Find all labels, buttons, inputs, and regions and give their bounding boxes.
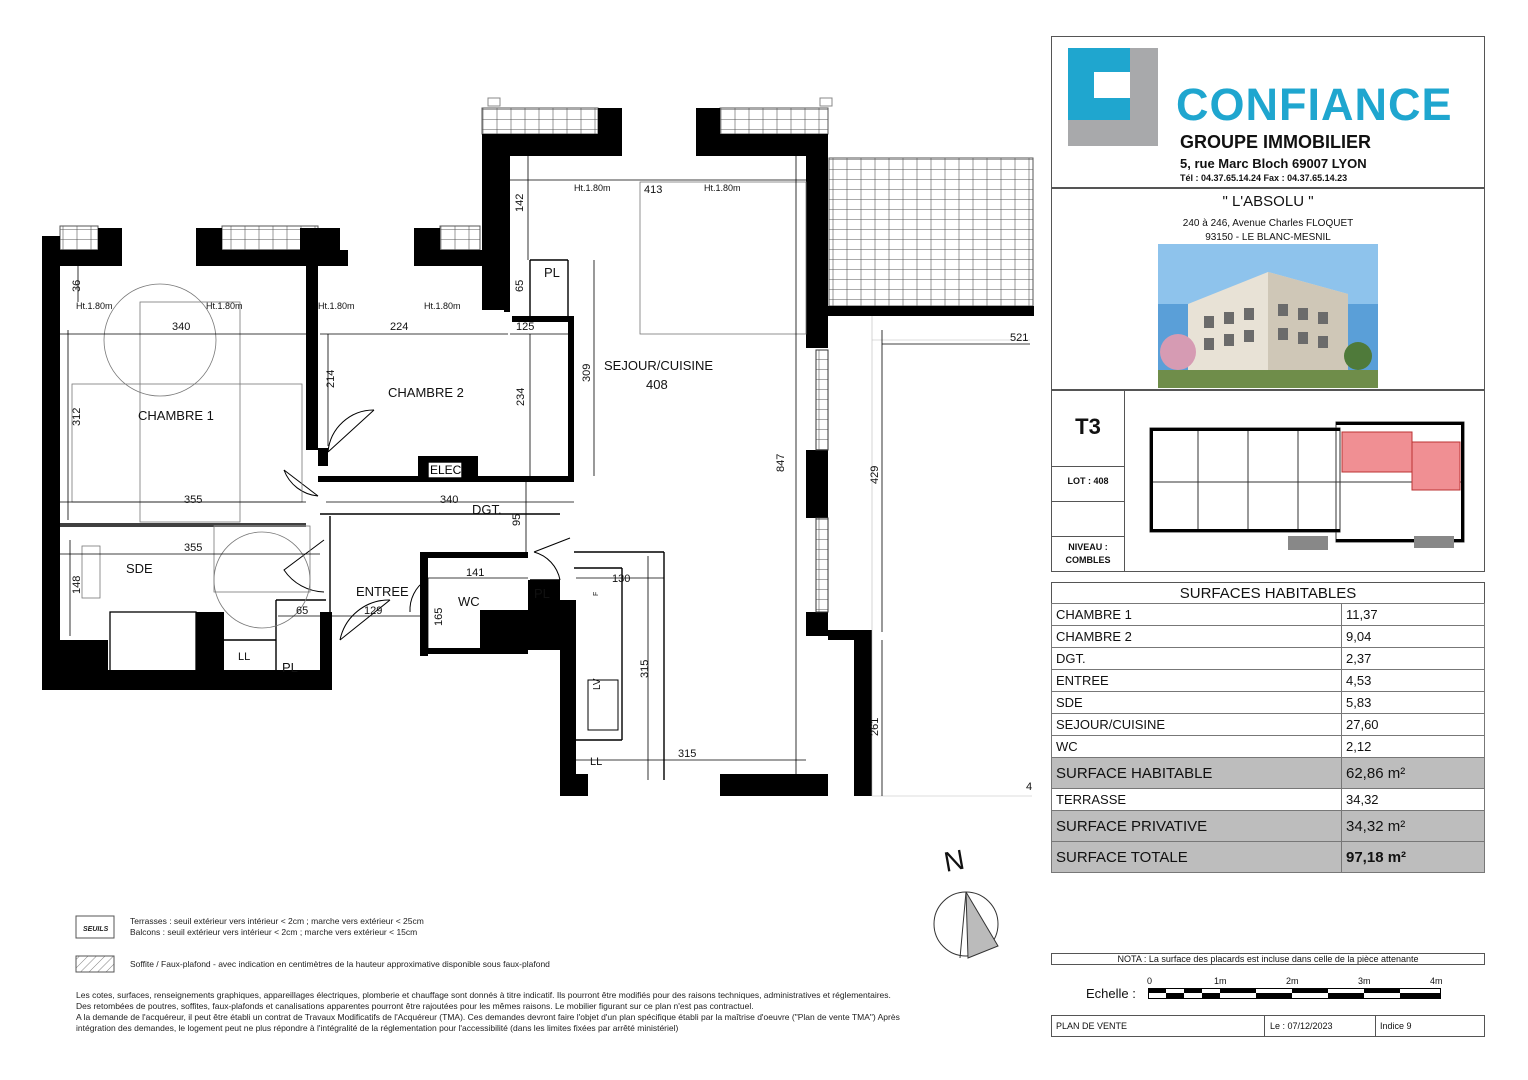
room-label-dgt: DGT.: [472, 502, 502, 517]
dim-142: 142: [514, 193, 526, 212]
project-city: 93150 - LE BLANC-MESNIL: [1205, 232, 1331, 243]
scale-tick: 2m: [1286, 976, 1299, 986]
dim-224: 224: [390, 321, 409, 333]
north-label: N: [941, 843, 967, 878]
niveau-value: COMBLES: [1065, 555, 1111, 565]
height-label: Ht.1.80m: [206, 301, 243, 311]
table-row: SEJOUR/CUISINE 27,60: [1052, 714, 1485, 736]
room-label-ll: LL: [590, 756, 603, 768]
terrace-grid: [872, 316, 1032, 796]
dim-130: 130: [612, 573, 631, 585]
niveau-label: NIVEAU :: [1068, 542, 1108, 552]
room-label-sde: SDE: [126, 561, 153, 576]
table-row: CHAMBRE 1 11,37: [1052, 604, 1485, 626]
dim-65: 65: [296, 605, 309, 617]
scale-bar: [1148, 988, 1442, 1000]
soffite-text: Soffite / Faux-plafond - avec indication en centimètres de la hauteur approximative disponible sous faux-plafond: [130, 959, 550, 969]
height-label: Ht.1.80m: [704, 183, 741, 193]
project-street: 240 à 246, Avenue Charles FLOQUET: [1182, 218, 1354, 229]
window: [816, 518, 828, 612]
seuils-text: Terrasses : seuil extérieur vers intérieur < 2cm ; marche vers extérieur < 25cm Balcons : seuil extérieur vers intérieur < 2cm ; marche vers extérieur < 15cm: [130, 916, 424, 937]
dim-521: 521: [1010, 332, 1029, 344]
room-label-chambre2: CHAMBRE 2: [388, 385, 464, 400]
footer-index: Indice 9: [1380, 1021, 1412, 1031]
scale-tick: 0: [1147, 976, 1153, 986]
dim-355: 355: [184, 494, 203, 506]
footer-date: Le : 07/12/2023: [1270, 1021, 1333, 1031]
dim-315: 315: [678, 748, 697, 760]
table-row: SDE 5,83: [1052, 692, 1485, 714]
brand-address: 5, rue Marc Bloch 69007 LYON: [1180, 156, 1367, 171]
room-label-chambre1: CHAMBRE 1: [138, 408, 214, 423]
dim-4: 4: [1026, 781, 1033, 793]
dim-129: 129: [364, 605, 383, 617]
north-arrow: [934, 844, 998, 958]
room-label-elec: ELEC: [430, 463, 462, 477]
soffite-swatch: [76, 956, 114, 972]
seuils-badge: SEUILS: [83, 926, 109, 933]
surface-privative-row: SURFACE PRIVATIVE 34,32 m²: [1052, 811, 1485, 842]
dim-165: 165: [433, 607, 445, 626]
disclaimer: Les cotes, surfaces, renseignements graphiques, appareillages électriques, plomberie et chauffage sont donnés à titre indicatif. Ils pourront être modifiés pour des raisons techniques, administratives et réglementaires. Des retombées de poutres, soffites, faux-plafonds et canalisations apparentes pourront être rajoutées pour les mêmes raisons. Le mobilier figurant sur ce plan n'est pas contractuel. A la demande de l'acquéreur, il peut être établi un contrat de Travaux Modificatifs de l'Acquéreur (TMA). Ces demandes devront faire l'objet d'un plan spécifique établi par la maîtrise d'oeuvre ("Plan de vente TMA") Après intégration des demandes, le logement peut ne plus répondre à l'intégralité de la réglementation pour l'accessibilité (dans les limites fixées par arrêté ministériel): [76, 990, 900, 1033]
dim-413: 413: [644, 184, 663, 196]
dim-65: 65: [514, 279, 526, 292]
surfaces-table: [1051, 603, 1485, 873]
room-label-ll: LL: [238, 651, 251, 663]
footer-doc: PLAN DE VENTE: [1056, 1021, 1128, 1031]
dim-36: 36: [71, 279, 83, 292]
brand-subtitle: GROUPE IMMOBILIER: [1180, 132, 1372, 152]
dim-95: 95: [511, 513, 523, 526]
table-row: ENTREE 4,53: [1052, 670, 1485, 692]
brand-phone: Tél : 04.37.65.14.24 Fax : 04.37.65.14.23: [1180, 173, 1348, 183]
room-label-pl: PL: [544, 265, 560, 280]
room-label-sejour-number: 408: [646, 377, 668, 392]
height-label: Ht.1.80m: [574, 183, 611, 193]
terrace-roof: [829, 158, 1033, 306]
surfaces-title: SURFACES HABITABLES: [1051, 582, 1485, 604]
room-label-lv: LV: [592, 678, 603, 690]
terrasse-row: TERRASSE 34,32: [1052, 789, 1485, 811]
height-label: Ht.1.80m: [318, 301, 355, 311]
height-label: Ht.1.80m: [424, 301, 461, 311]
dim-234: 234: [515, 387, 527, 406]
scale-label: Echelle :: [1086, 986, 1136, 1001]
table-row: DGT. 2,37: [1052, 648, 1485, 670]
table-row: WC 2,12: [1052, 736, 1485, 758]
dim-309: 309: [581, 363, 593, 382]
room-label-f: F: [593, 591, 600, 596]
room-label-sejour: SEJOUR/CUISINE: [604, 358, 714, 373]
lot-type: T3: [1075, 414, 1101, 439]
scale-tick: 1m: [1214, 976, 1227, 986]
building-rendering: [1158, 244, 1378, 388]
confiance-logo: [1068, 48, 1162, 146]
dim-429: 429: [869, 465, 881, 484]
dim-315: 315: [639, 659, 651, 678]
dormer-tiles: [720, 108, 828, 134]
brand-name: CONFIANCE: [1176, 79, 1453, 130]
dim-847: 847: [775, 453, 787, 472]
room-label-entree: ENTREE: [356, 584, 409, 599]
dim-148: 148: [71, 575, 83, 594]
dim-261: 261: [869, 717, 881, 736]
project-name: " L'ABSOLU ": [1222, 193, 1314, 210]
dim-355: 355: [184, 542, 203, 554]
scale-tick: 3m: [1358, 976, 1371, 986]
height-label: Ht.1.80m: [76, 301, 113, 311]
key-plan: [1138, 412, 1472, 550]
dim-312: 312: [71, 407, 83, 426]
surface-habitable-row: SURFACE HABITABLE 62,86 m²: [1052, 758, 1485, 789]
dormer-tiles: [440, 226, 480, 250]
room-label-pl: PL: [534, 586, 550, 601]
surface-totale-row: SURFACE TOTALE 97,18 m²: [1052, 842, 1485, 873]
dim-340: 340: [440, 494, 459, 506]
lot-number: LOT : 408: [1067, 476, 1109, 486]
dim-214: 214: [325, 369, 337, 388]
window: [816, 350, 828, 450]
dim-141: 141: [466, 567, 485, 579]
nota: NOTA : La surface des placards est incluse dans celle de la pièce attenante: [1051, 953, 1485, 965]
dim-340: 340: [172, 321, 191, 333]
dormer-tiles: [482, 108, 598, 134]
room-label-pl: PL: [282, 660, 298, 675]
room-label-wc: WC: [458, 594, 480, 609]
dim-125: 125: [516, 321, 535, 333]
scale-tick: 4m: [1430, 976, 1443, 986]
dormer-tiles: [60, 226, 98, 250]
table-row: CHAMBRE 2 9,04: [1052, 626, 1485, 648]
